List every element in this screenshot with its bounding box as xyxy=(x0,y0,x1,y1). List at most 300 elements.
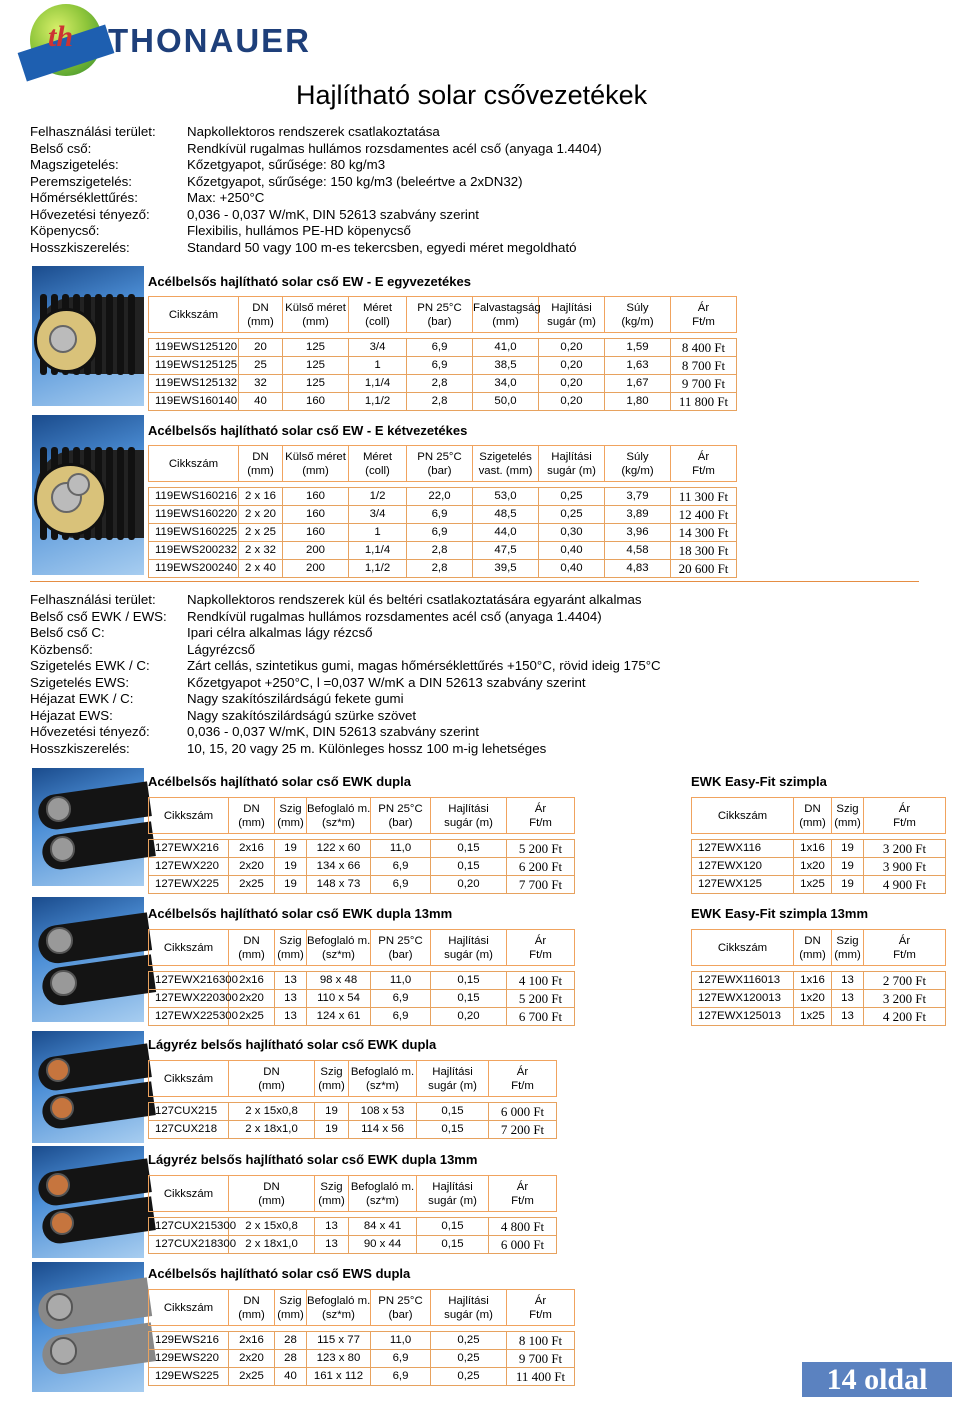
table-cell: 19 xyxy=(275,840,307,858)
table-cell: 84 x 41 xyxy=(349,1218,417,1236)
column-header-line: Ár xyxy=(516,1065,529,1078)
column-header-line: DN xyxy=(243,1294,260,1307)
column-header xyxy=(149,930,229,966)
column-header xyxy=(794,798,832,834)
product-code: 127EWX116013 xyxy=(692,972,794,990)
table-row xyxy=(692,990,946,1008)
table-cell: 0,25 xyxy=(539,506,605,524)
table-row xyxy=(149,488,737,506)
table-cell: 1,67 xyxy=(605,375,671,393)
table-cell: 6,9 xyxy=(407,339,473,357)
table-cell: 2x20 xyxy=(229,858,275,876)
column-header-line: Ár xyxy=(516,1180,529,1193)
table-cell: 200 xyxy=(283,542,349,560)
column-header-line: (mm) xyxy=(238,1308,265,1321)
table-cell: 125 xyxy=(283,339,349,357)
column-header xyxy=(407,446,473,482)
table-cell: 2x20 xyxy=(229,990,275,1008)
column-header-line: Ft/m xyxy=(692,464,715,477)
table-cell: 0,15 xyxy=(431,990,507,1008)
column-header-line: Falvastagság xyxy=(473,301,541,314)
table-cell: 2,8 xyxy=(407,375,473,393)
table-row xyxy=(149,375,737,393)
price-cell: 4 100 Ft xyxy=(507,972,575,990)
spec-value: Kőzetgyapot, sűrűsége: 150 kg/m3 (beleértve a 2xDN32) xyxy=(187,173,523,189)
column-header-line: Ft/m xyxy=(893,816,916,829)
table-cell: 2x25 xyxy=(229,876,275,894)
spec-label: Peremszigetelés: xyxy=(30,173,132,189)
table-row xyxy=(149,1332,575,1350)
table-cell: 2 x 16 xyxy=(239,488,283,506)
column-header-line: sugár (m) xyxy=(444,1308,493,1321)
column-header-line: Hajlítási xyxy=(551,450,592,463)
spec-value: Rendkívül rugalmas hullámos rozsdamentes acél cső (anyaga 1.4404) xyxy=(187,140,602,156)
spec-value: 0,036 - 0,037 W/mK, DIN 52613 szabvány szerint xyxy=(187,724,479,739)
table-cell: 47,5 xyxy=(473,542,539,560)
column-header-line: PN 25°C xyxy=(417,301,462,314)
column-header-line: Hajlítási xyxy=(432,1180,473,1193)
table-row xyxy=(149,1350,575,1368)
spec-value: 10, 15, 20 vagy 25 m. Különleges hossz 100 m-ig lehetséges xyxy=(187,740,547,756)
table-row xyxy=(149,524,737,542)
spec-value: Napkollektoros rendszerek kül és beltéri csatlakoztatására egyaránt alkalmas xyxy=(187,592,642,607)
table-cell: 1x20 xyxy=(794,990,832,1008)
column-header-line: Ft/m xyxy=(893,948,916,961)
column-header xyxy=(417,1176,489,1212)
column-header-line: (sz*m) xyxy=(322,948,355,961)
table-cell: 13 xyxy=(275,972,307,990)
price-cell: 8 400 Ft xyxy=(671,339,737,357)
table-cell: 48,5 xyxy=(473,506,539,524)
column-header-line: Szigetelés xyxy=(479,450,532,463)
column-header-line: Ft/m xyxy=(529,1308,552,1321)
table-row xyxy=(149,542,737,560)
table-title: Lágyréz belsős hajlítható solar cső EWK dupla xyxy=(148,1037,437,1052)
table-cell: 19 xyxy=(275,858,307,876)
column-header-line: Ár xyxy=(697,301,710,314)
table-cell: 13 xyxy=(275,990,307,1008)
column-header xyxy=(489,1061,557,1097)
price-cell: 9 700 Ft xyxy=(507,1350,575,1368)
table-cell: 108 x 53 xyxy=(349,1103,417,1121)
table-cell: 1,1/4 xyxy=(349,375,407,393)
table-cell: 13 xyxy=(832,990,864,1008)
column-header-line: Cikkszám xyxy=(163,1187,214,1200)
price-cell: 20 600 Ft xyxy=(671,560,737,578)
column-header xyxy=(507,930,575,966)
table-row xyxy=(692,972,946,990)
column-header-line: Szig xyxy=(279,802,302,815)
column-header-line: Szig xyxy=(320,1180,343,1193)
price-cell: 2 700 Ft xyxy=(864,972,946,990)
table-cell: 6,9 xyxy=(407,357,473,375)
table-row xyxy=(149,1368,575,1386)
column-header-line: Cikkszám xyxy=(168,457,219,470)
column-header xyxy=(307,930,371,966)
table-title: Lágyréz belsős hajlítható solar cső EWK dupla 13mm xyxy=(148,1152,478,1167)
table-row xyxy=(692,1008,946,1026)
table-cell: 2x25 xyxy=(229,1368,275,1386)
table-cell: 2x16 xyxy=(229,840,275,858)
table-cell: 3,79 xyxy=(605,488,671,506)
column-header xyxy=(417,1061,489,1097)
column-header-line: Szig xyxy=(320,1065,343,1078)
table-cell: 1,63 xyxy=(605,357,671,375)
column-header-line: Ft/m xyxy=(529,816,552,829)
column-header xyxy=(832,798,864,834)
table-cell: 1/2 xyxy=(349,488,407,506)
pipe-photo xyxy=(32,1262,144,1392)
table-cell: 2x16 xyxy=(229,972,275,990)
column-header-line: (sz*m) xyxy=(366,1079,399,1092)
table-cell: 3,96 xyxy=(605,524,671,542)
table-row xyxy=(149,990,575,1008)
table-cell: 13 xyxy=(832,1008,864,1026)
spec-value: Standard 50 vagy 100 m-es tekercsben, egyedi méret megoldható xyxy=(187,239,577,255)
table-cell: 0,25 xyxy=(431,1332,507,1350)
column-header-line: (mm) xyxy=(258,1079,285,1092)
column-header-line: Szig xyxy=(836,802,859,815)
table-cell: 1,80 xyxy=(605,393,671,411)
column-header xyxy=(229,798,275,834)
table-cell: 19 xyxy=(315,1103,349,1121)
product-code: 127EWX225300 xyxy=(149,1008,229,1026)
column-header-line: PN 25°C xyxy=(378,1294,423,1307)
table-row xyxy=(149,1236,557,1254)
table-cell: 0,15 xyxy=(417,1236,489,1254)
table-cell: 0,20 xyxy=(539,357,605,375)
column-header-line: (mm) xyxy=(302,315,329,328)
spec-label: Felhasználási terület: xyxy=(30,124,156,139)
spec-label: Héjazat EWS: xyxy=(30,707,113,723)
spec-value: Rendkívül rugalmas hullámos rozsdamentes acél cső (anyaga 1.4404) xyxy=(187,608,602,624)
table-cell: 25 xyxy=(239,357,283,375)
table-cell: 1x25 xyxy=(794,1008,832,1026)
spec-label: Magszigetelés: xyxy=(30,157,119,172)
column-header-line: Méret xyxy=(362,301,393,314)
product-code: 127EWX125 xyxy=(692,876,794,894)
column-header-line: (mm) xyxy=(238,948,265,961)
table-cell: 2 x 15x0,8 xyxy=(229,1103,315,1121)
table-title: EWK Easy-Fit szimpla xyxy=(691,774,827,789)
column-header-line: DN xyxy=(243,802,260,815)
product-code: 127EWX120013 xyxy=(692,990,794,1008)
table-row xyxy=(692,840,946,858)
spec-label: Közbenső: xyxy=(30,641,93,657)
table-cell: 1,59 xyxy=(605,339,671,357)
column-header xyxy=(307,1290,371,1326)
table-cell: 0,30 xyxy=(539,524,605,542)
spec-label: Hosszkiszerelés: xyxy=(30,740,130,756)
column-header-line: Befoglaló m. xyxy=(350,1065,415,1078)
table-row xyxy=(149,1103,557,1121)
column-header xyxy=(539,297,605,333)
column-header xyxy=(229,1061,315,1097)
table-row xyxy=(149,393,737,411)
spec-value: Kőzetgyapot, sűrűsége: 80 kg/m3 xyxy=(187,157,386,172)
table-cell: 2x20 xyxy=(229,1350,275,1368)
column-header-line: sugár (m) xyxy=(444,816,493,829)
product-code: 127EWX120 xyxy=(692,858,794,876)
table-cell: 4,83 xyxy=(605,560,671,578)
table-cell: 13 xyxy=(275,1008,307,1026)
product-code: 119EWS125120 xyxy=(149,339,239,357)
price-table xyxy=(148,929,575,1026)
price-cell: 9 700 Ft xyxy=(671,375,737,393)
column-header xyxy=(794,930,832,966)
spec-label: Belső cső: xyxy=(30,140,92,156)
column-header xyxy=(864,798,946,834)
column-header xyxy=(832,930,864,966)
product-code: 127EWX116 xyxy=(692,840,794,858)
column-header-line: Méret xyxy=(362,450,393,463)
column-header xyxy=(229,930,275,966)
table-cell: 0,20 xyxy=(431,876,507,894)
spec-label: Szigetelés EWK / C: xyxy=(30,658,150,673)
column-header xyxy=(315,1061,349,1097)
product-code: 119EWS200232 xyxy=(149,542,239,560)
spec-label: Hőmérséklettűrés: xyxy=(30,190,138,205)
column-header-line: Befoglaló m. xyxy=(307,934,371,947)
table-cell: 0,15 xyxy=(417,1218,489,1236)
table-cell: 1,1/2 xyxy=(349,393,407,411)
table-cell: 0,20 xyxy=(539,375,605,393)
column-header-line: (mm) xyxy=(238,816,265,829)
price-table xyxy=(148,1175,557,1254)
product-code: 127CUX215 xyxy=(149,1103,229,1121)
column-header-line: Hajlítási xyxy=(432,1065,473,1078)
price-cell: 4 900 Ft xyxy=(864,876,946,894)
column-header-line: DN xyxy=(263,1065,280,1078)
column-header xyxy=(283,446,349,482)
product-code: 119EWS160216 xyxy=(149,488,239,506)
column-header-line: (sz*m) xyxy=(322,816,355,829)
spec-value: Kőzetgyapot +250°C, l =0,037 W/mK a DIN 52613 szabvány szerint xyxy=(187,674,586,690)
table-cell: 0,15 xyxy=(417,1103,489,1121)
table-cell: 3,89 xyxy=(605,506,671,524)
column-header xyxy=(307,798,371,834)
table-row xyxy=(149,357,737,375)
column-header xyxy=(149,297,239,333)
pipe-photo xyxy=(32,768,144,886)
table-cell: 44,0 xyxy=(473,524,539,542)
column-header-line: (bar) xyxy=(427,464,452,477)
column-header-line: Cikkszám xyxy=(163,941,214,954)
column-header-line: (mm) xyxy=(277,948,304,961)
table-cell: 114 x 56 xyxy=(349,1121,417,1139)
page-number-badge: 14 oldal xyxy=(802,1362,952,1397)
column-header-line: (mm) xyxy=(302,464,329,477)
section-divider xyxy=(30,581,919,582)
table-cell: 3/4 xyxy=(349,506,407,524)
column-header xyxy=(371,798,431,834)
column-header-line: (mm) xyxy=(834,816,861,829)
table-cell: 1 xyxy=(349,524,407,542)
column-header xyxy=(431,930,507,966)
price-table xyxy=(148,1060,557,1139)
table-cell: 160 xyxy=(283,524,349,542)
product-code: 119EWS125125 xyxy=(149,357,239,375)
table-cell: 125 xyxy=(283,357,349,375)
price-table xyxy=(148,1289,575,1386)
column-header-line: sugár (m) xyxy=(547,464,596,477)
column-header-line: sugár (m) xyxy=(428,1079,477,1092)
price-cell: 8 700 Ft xyxy=(671,357,737,375)
column-header xyxy=(149,446,239,482)
price-cell: 6 700 Ft xyxy=(507,1008,575,1026)
table-cell: 2 x 32 xyxy=(239,542,283,560)
column-header xyxy=(605,297,671,333)
table-cell: 34,0 xyxy=(473,375,539,393)
column-header-line: Cikkszám xyxy=(717,809,768,822)
column-header xyxy=(605,446,671,482)
price-cell: 4 200 Ft xyxy=(864,1008,946,1026)
price-cell: 6 000 Ft xyxy=(489,1236,557,1254)
column-header xyxy=(371,930,431,966)
table-cell: 148 x 73 xyxy=(307,876,371,894)
spec-label: Köpenycső: xyxy=(30,223,100,238)
table-cell: 1x16 xyxy=(794,840,832,858)
logo-wordmark: THONAUER xyxy=(108,22,311,59)
column-header-line: sugár (m) xyxy=(428,1194,477,1207)
table-cell: 2 x 18x1,0 xyxy=(229,1236,315,1254)
table-cell: 1x20 xyxy=(794,858,832,876)
column-header xyxy=(349,446,407,482)
price-cell: 5 200 Ft xyxy=(507,840,575,858)
table-cell: 0,20 xyxy=(431,1008,507,1026)
price-cell: 18 300 Ft xyxy=(671,542,737,560)
product-code: 127EWX220300 xyxy=(149,990,229,1008)
price-cell: 6 000 Ft xyxy=(489,1103,557,1121)
column-header-line: Ár xyxy=(534,934,547,947)
column-header xyxy=(473,446,539,482)
table-cell: 40 xyxy=(239,393,283,411)
table-cell: 1,1/2 xyxy=(349,560,407,578)
table-cell: 11,0 xyxy=(371,1332,431,1350)
column-header-line: (mm) xyxy=(277,1308,304,1321)
table-cell: 1,1/4 xyxy=(349,542,407,560)
pipe-photo xyxy=(32,415,144,575)
table-row xyxy=(692,876,946,894)
price-table xyxy=(148,296,737,411)
table-row xyxy=(149,1218,557,1236)
column-header xyxy=(431,1290,507,1326)
table-cell: 110 x 54 xyxy=(307,990,371,1008)
table-cell: 0,25 xyxy=(431,1350,507,1368)
pipe-photo xyxy=(32,1031,144,1143)
column-header xyxy=(473,297,539,333)
table-cell: 20 xyxy=(239,339,283,357)
column-header-line: (mm) xyxy=(247,464,274,477)
column-header xyxy=(149,798,229,834)
table-cell: 19 xyxy=(275,876,307,894)
table-cell: 200 xyxy=(283,560,349,578)
table-title: Acélbelsős hajlítható solar cső EW - E egyvezetékes xyxy=(148,274,471,289)
column-header xyxy=(349,297,407,333)
table-cell: 161 x 112 xyxy=(307,1368,371,1386)
column-header-line: (kg/m) xyxy=(621,315,654,328)
column-header xyxy=(349,1176,417,1212)
column-header-line: (mm) xyxy=(799,816,826,829)
column-header xyxy=(275,930,307,966)
column-header-line: DN xyxy=(804,802,821,815)
column-header xyxy=(275,798,307,834)
column-header-line: (mm) xyxy=(834,948,861,961)
pipe-photo xyxy=(32,897,144,1022)
product-code: 127EWX216300 xyxy=(149,972,229,990)
column-header-line: Külső méret xyxy=(285,301,346,314)
column-header-line: DN xyxy=(804,934,821,947)
spec-value: Max: +250°C xyxy=(187,190,265,205)
column-header-line: Szig xyxy=(836,934,859,947)
product-code: 129EWS225 xyxy=(149,1368,229,1386)
table-cell: 19 xyxy=(832,858,864,876)
column-header-line: Ft/m xyxy=(529,948,552,961)
column-header-line: Ár xyxy=(898,934,911,947)
column-header-line: Befoglaló m. xyxy=(350,1180,415,1193)
table-cell: 122 x 60 xyxy=(307,840,371,858)
column-header xyxy=(692,930,794,966)
price-cell: 5 200 Ft xyxy=(507,990,575,1008)
table-cell: 0,15 xyxy=(417,1121,489,1139)
pipe-photo xyxy=(32,1146,144,1258)
column-header-line: PN 25°C xyxy=(378,934,423,947)
product-code: 127CUX218300 xyxy=(149,1236,229,1254)
table-cell: 6,9 xyxy=(371,876,431,894)
table-title: EWK Easy-Fit szimpla 13mm xyxy=(691,906,868,921)
column-header xyxy=(239,297,283,333)
column-header-line: sugár (m) xyxy=(547,315,596,328)
table-row xyxy=(149,506,737,524)
table-cell: 2x16 xyxy=(229,1332,275,1350)
column-header-line: Befoglaló m. xyxy=(307,802,371,815)
column-header-line: Súly xyxy=(626,450,649,463)
table-cell: 1 xyxy=(349,357,407,375)
column-header-line: Ft/m xyxy=(511,1079,534,1092)
price-cell: 6 200 Ft xyxy=(507,858,575,876)
table-cell: 1x25 xyxy=(794,876,832,894)
column-header-line: DN xyxy=(243,934,260,947)
product-code: 129EWS220 xyxy=(149,1350,229,1368)
table-cell: 2 x 18x1,0 xyxy=(229,1121,315,1139)
price-cell: 12 400 Ft xyxy=(671,506,737,524)
column-header-line: PN 25°C xyxy=(417,450,462,463)
product-code: 127EWX225 xyxy=(149,876,229,894)
table-cell: 134 x 66 xyxy=(307,858,371,876)
table-cell: 28 xyxy=(275,1350,307,1368)
column-header xyxy=(539,446,605,482)
spec-value: 0,036 - 0,037 W/mK, DIN 52613 szabvány szerint xyxy=(187,206,479,222)
column-header xyxy=(692,798,794,834)
column-header-line: (mm) xyxy=(277,816,304,829)
product-code: 129EWS216 xyxy=(149,1332,229,1350)
spec-label: Szigetelés EWS: xyxy=(30,674,130,690)
column-header-line: Befoglaló m. xyxy=(307,1294,371,1307)
table-cell: 38,5 xyxy=(473,357,539,375)
table-cell: 6,9 xyxy=(371,858,431,876)
column-header xyxy=(239,446,283,482)
column-header-line: Hajlítási xyxy=(448,1294,489,1307)
column-header-line: (mm) xyxy=(247,315,274,328)
price-table xyxy=(148,445,737,578)
table-cell: 2,8 xyxy=(407,542,473,560)
column-header-line: Cikkszám xyxy=(163,1072,214,1085)
table-cell: 11,0 xyxy=(371,972,431,990)
column-header-line: (coll) xyxy=(365,464,390,477)
price-cell: 11 300 Ft xyxy=(671,488,737,506)
table-cell: 19 xyxy=(315,1121,349,1139)
spec-label: Felhasználási terület: xyxy=(30,592,156,607)
